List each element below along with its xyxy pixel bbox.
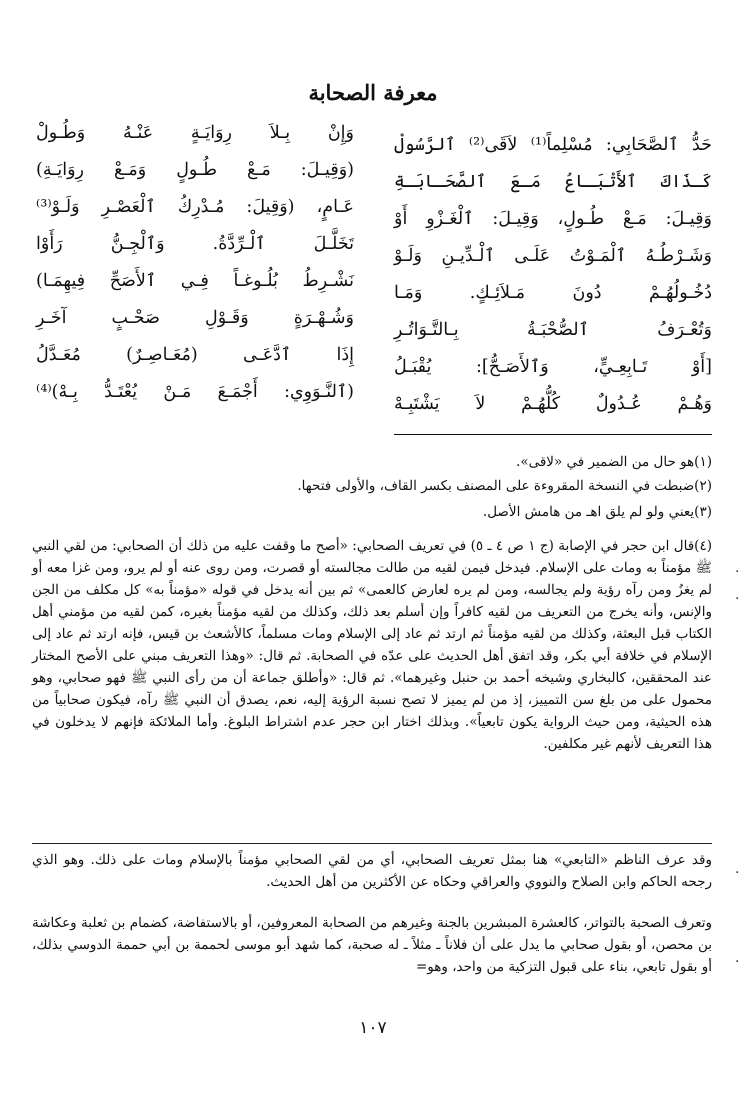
verse-left-8: (ٱلنَّـوَوِي: أَجْمَـعَ مَـنْ يُعْتَـدُّ بِـهْ)⁽⁴⁾	[36, 382, 354, 402]
page-title: معرفة الصحابة	[308, 80, 438, 105]
verse-right-1: حَدُّ ٱلصَّحَابِي: مُسْلِماً⁽¹⁾ لاَقَى⁽²⁾ ٱلرَّسُولْ	[394, 135, 712, 155]
verse-right-8: وَهُـمْ عُـدُولٌ كُلُّهُـمْ لاَ يَشْتَبِـهْ	[394, 394, 712, 414]
footnote-separator	[394, 434, 712, 435]
verse-left-6: وَشُـهْـرَةٍ وَقَـوْلِ صَحْـبٍ آخَـرِ	[36, 308, 354, 328]
verse-left-2: (وَقِيـلَ: مَـعْ طُـولٍ وَمَـعْ رِوَايَـةِ)	[36, 160, 354, 180]
verse-left-1: وَإِنْ بِـلاَ رِوَايَـةٍ عَنْـهُ وَطُـولْ	[36, 123, 354, 143]
page-number: ١٠٧	[359, 1018, 387, 1038]
footnote-4-separator	[32, 843, 712, 844]
footnote-2: (٢)ضبطت في النسخة المقروءة على المصنف بكسر القاف، والأولى فتحها.	[297, 478, 712, 494]
verse-right-7: [أَوْ تَـابِعِـيٍّ، وَٱلأَصَـحُّ]: يُقْبَـلُ	[394, 357, 712, 377]
verse-left-3: عَـامٍ، (وَقِيلَ: مُـدْرِكُ ٱلْعَصْـرِ وَلَـوْ⁽³⁾	[36, 197, 354, 217]
verse-right-2: كَـذَاكَ ٱلأَتْبَـاعُ مَـعَ ٱلصَّحَـابَـةِ	[394, 172, 712, 192]
margin-mark: ·	[735, 591, 740, 607]
verse-left-4: تَخَلَّـلَ ٱلْـرِّدَّةُ. وَٱلْجِـنُّ رَأَوْا	[36, 234, 354, 254]
verse-right-4: وَشَـرْطُـهُ ٱلْمَـوْتُ عَلَـى ٱلْـدِّيـنِ وَلَـوْ	[394, 246, 712, 266]
verse-left-5: نَشْـرِطُ بُلُـوغـاً فِـي ٱلأَصَحِّ فِيهِمَـا)	[36, 271, 354, 291]
footnote-1: (١)هو حال من الضمير في «لاقى».	[516, 454, 712, 470]
paragraph-tabii: وقد عرف الناظم «التابعي» هنا بمثل تعريف الصحابي، أي من لقي الصحابي مؤمناً بالإسلام ومات على ذلك. وهو الذي رجحه الحاكم وابن الصلاح والنووي والعراقي وحكاه عن الأكثرين من أهل الحديث.	[32, 852, 712, 890]
verse-right-3: وَقِيـلَ: مَـعْ طُـولٍ، وَقِيـلَ: ٱلْغَـزْوِ أَوْ	[394, 209, 712, 229]
verse-left-7: إِذَا ٱدَّعَـى (مُعَـاصِـرٌ) مُعَـدَّلُ	[36, 345, 354, 365]
margin-mark: ·	[735, 865, 740, 881]
verse-right-6: وَتُعْـرَفُ ٱلصُّحْبَـةُ بِـالتَّـوَاتُـرِ	[394, 320, 712, 340]
footnote-4: (٤)قال ابن حجر في الإصابة (ج ١ ص ٤ ـ ٥) في تعريف الصحابي: «أصح ما وقفت عليه من ذلك أن الصحابي: من لقي النبي ﷺ مؤمناً به ومات على الإسلام. فيدخل فيمن لقيه من طالت مجالسته أو قصرت، ومن روى عنه أو لم يرو، ومن غزا معه أو لم يغزُ ومن رآه رؤية ولم يجالسه، ومن لم يره لعارض كالعمى» ثم بين أنه يدخل في قوله «مؤمناً به» كل مكلف من الجن والإنس، وأنه يخرج من التعريف من لقيه كافراً وإن أسلم بعد ذلك، وكذلك من لقيه مؤمناً بغيره، كمن لقيه من مؤمني أهل الكتاب قبل البعثة، وكذلك من لقيه مؤمناً ثم ارتد ثم عاد إلى الإسلام ومات مسلماً، كالأشعث بن قيس، فإنه ارتد ثم عاد إلى الإسلام في خلافة أبي بكر، وقد اتفق أهل الحديث على عدّه في الصحابة. ثم قال: «وهذا التعريف مبني على الأصح المختار عند المحققين، كالبخاري وشيخه أحمد بن حنبل وغيرهما». ثم قال: «وأطلق جماعة أن من رأى النبي ﷺ فهو صحابي، وهو محمول على من بلغ سن التمييز، إذ من لم يميز لا تصح نسبة الرؤية إليه، نعم، يصدق أن النبي ﷺ رآه، فيكون صحابياً من هذه الحيثية، ومن حيث الرواية يكون تابعياً». وبذلك اختار ابن حجر عدم اشتراط البلوغ. وأما الملائكة فإنهم لا يدخلون في هذا التعريف لأنهم غير مكلفين.	[32, 538, 713, 752]
paragraph-tawatur: وتعرف الصحبة بالتواتر، كالعشرة المبشرين بالجنة وغيرهم من الصحابة المعروفين، أو بالاستفاضة، كضمام بن ثعلبة وعكاشة بن محصن، أو بقول صحابي ما يدل على أن فلاناً ـ مثلاً ـ له صحبة، كما شهد أبو موسى لحممة بن أبي حممة الدوسي بذلك، أو بقول تابعي، بناء على قبول التزكية من واحد، وهو=	[32, 915, 712, 975]
verse-right-5: دُخُـولُهُـمْ دُونَ مَـلاَئِـكٍ. وَمَـا	[394, 283, 712, 303]
footnote-3: (٣)يعني ولو لم يلق اهـ من هامش الأصل.	[482, 504, 712, 520]
margin-mark: ·	[735, 954, 740, 970]
margin-mark: ·	[735, 564, 740, 580]
